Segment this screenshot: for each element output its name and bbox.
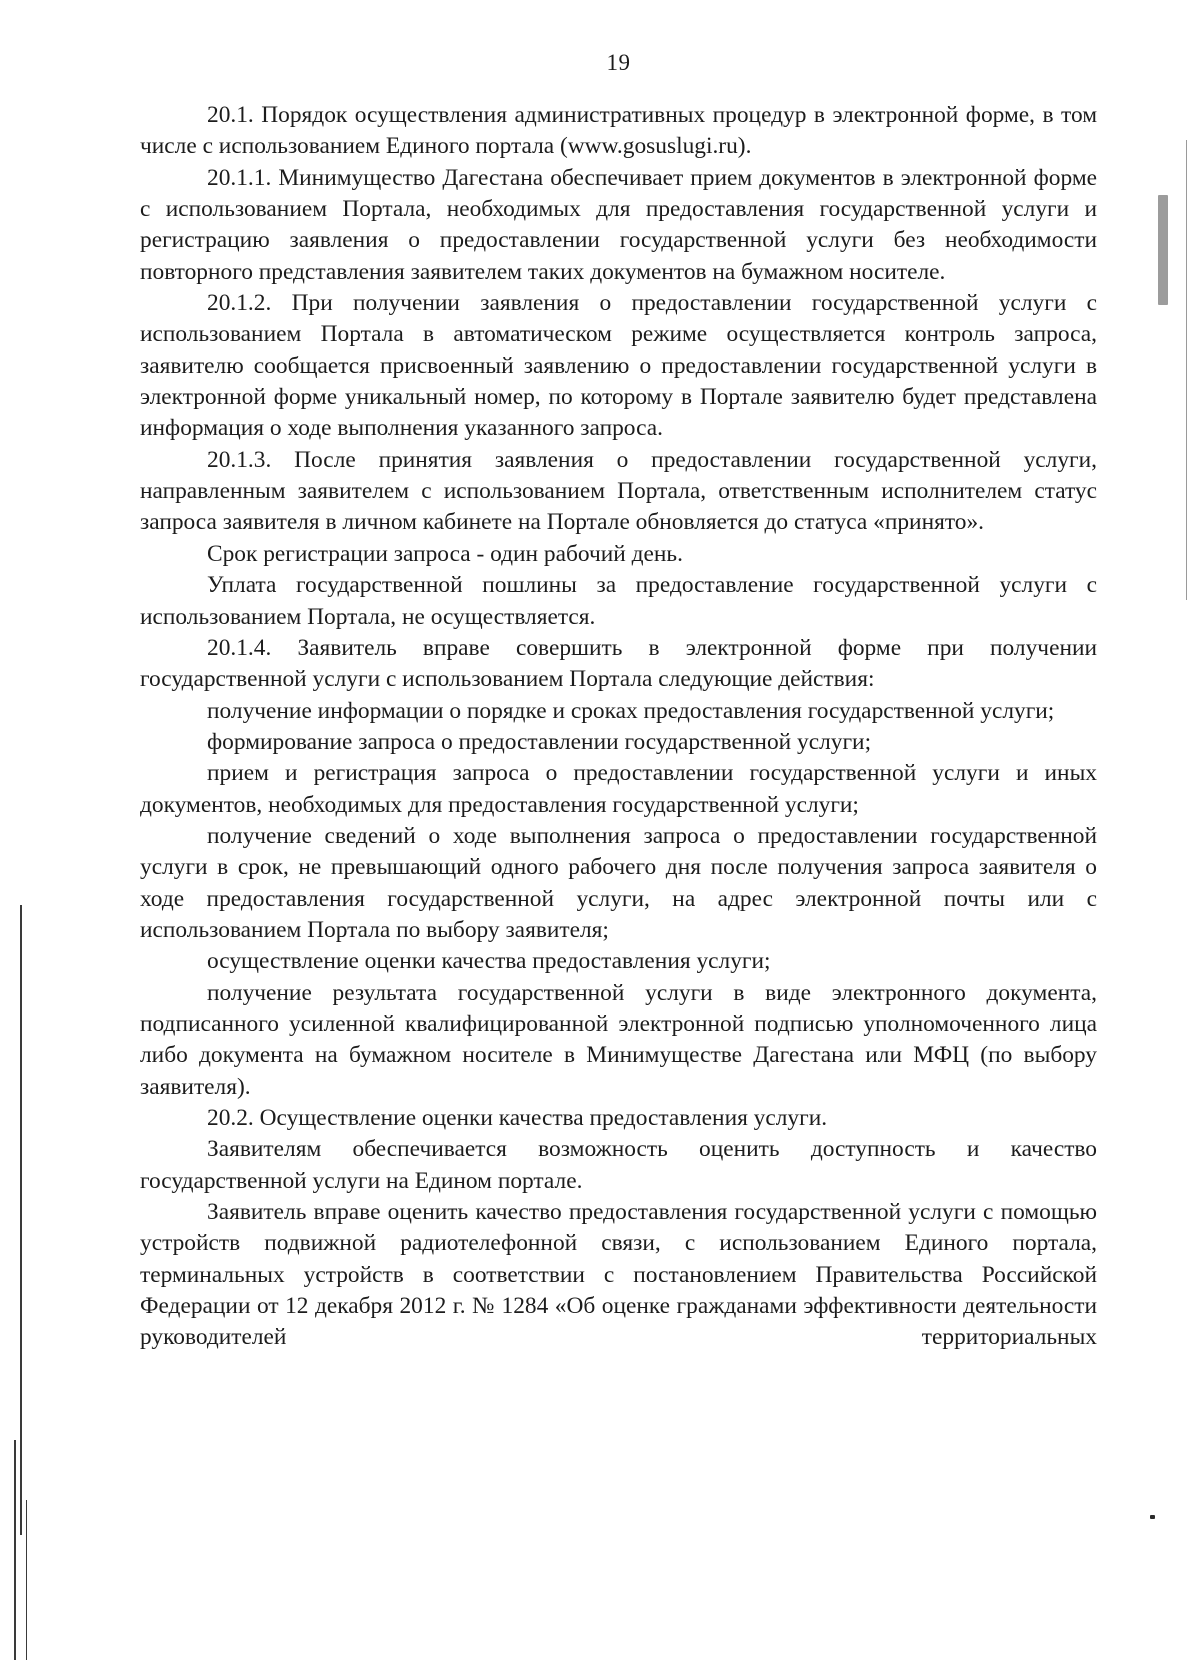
paragraph: 20.1.3. После принятия заявления о предоставлении государственной услуги, направленным заявителем с использованием Портала, ответственным исполнителем статус запроса заявителя в личном кабинете на Портале обновляется до статуса «принято». (140, 446, 1097, 536)
paragraph: Срок регистрации запроса - один рабочий день. (207, 540, 683, 567)
paragraph: Заявителям обеспечивается возможность оценить доступность и качество государственной услуги на Едином портале. (140, 1136, 1097, 1194)
paragraph: 20.1.2. При получении заявления о предоставлении государственной услуги с использованием Портала в автоматическом режиме осуществляется контроль запроса, заявителю сообщается присвоенный заявлению о предоставлении государственной услуги в электронной форме уникальный номер, по которому в Портале заявителю будет представлена информация о ходе выполнения указанного запроса. (140, 290, 1097, 442)
scan-edge-line-left (20, 905, 22, 1535)
paragraph: 20.1. Порядок осуществления административных процедур в электронной форме, в том числе с использованием Единого портала (www.gosuslugi.ru). (140, 102, 1097, 160)
paragraph: 20.1.1. Минимущество Дагестана обеспечивает прием документов в электронной форме с использованием Портала, необходимых для предоставления государственной услуги и регистрацию заявления о предоставлении государственной услуги без необходимости повторного представления заявителем таких документов на бумажном носителе. (140, 164, 1097, 285)
paragraph: Заявитель вправе оценить качество предоставления государственной услуги с помощью устройств подвижной радиотелефонной связи, с использованием Единого портала, терминальных устройств в соответствии с постановлением Правительства Российской Федерации от 12 декабря 2012 г. № 1284 «Об оценке гражданами эффективности деятельности руководителей территориальных (140, 1199, 1097, 1351)
paragraph: осуществление оценки качества предоставления услуги; (207, 948, 771, 975)
page-number: 19 (606, 50, 631, 75)
scan-speck (1150, 1515, 1155, 1519)
document-body (140, 100, 1097, 1354)
document-page (140, 0, 1097, 1666)
paragraph: формирование запроса о предоставлении государственной услуги; (207, 728, 872, 755)
paragraph: 20.1.4. Заявитель вправе совершить в электронной форме при получении государственной услуги с использованием Портала следующие действия: (140, 634, 1097, 693)
scan-edge-mark-right (1158, 195, 1168, 305)
paragraph: получение сведений о ходе выполнения запроса о предоставлении государственной услуги в срок, не превышающий одного рабочего дня после получения запроса заявителя о ходе предоставления государственной услуги, на адрес электронной почты или с использованием Портала по выбору заявителя; (140, 822, 1097, 943)
paragraph: Уплата государственной пошлины за предоставление государственной услуги с использованием Портала, не осуществляется. (140, 572, 1097, 630)
scan-edge-line-left-2 (14, 1440, 16, 1660)
paragraph: получение информации о порядке и сроках предоставления государственной услуги; (207, 697, 1055, 724)
paragraph: получение результата государственной услуги в виде электронного документа, подписанного усиленной квалифицированной электронной подписью уполномоченного лица либо документа на бумажном носителе в Минимуществе Дагестана или МФЦ (по выбору заявителя). (140, 979, 1097, 1100)
scan-edge-line-left-3 (26, 1500, 27, 1660)
scan-edge-line-right (1186, 140, 1187, 600)
paragraph: прием и регистрация запроса о предоставлении государственной услуги и иных документов, необходимых для предоставления государственной услуги; (140, 760, 1097, 818)
paragraph: 20.2. Осуществление оценки качества предоставления услуги. (207, 1105, 828, 1131)
